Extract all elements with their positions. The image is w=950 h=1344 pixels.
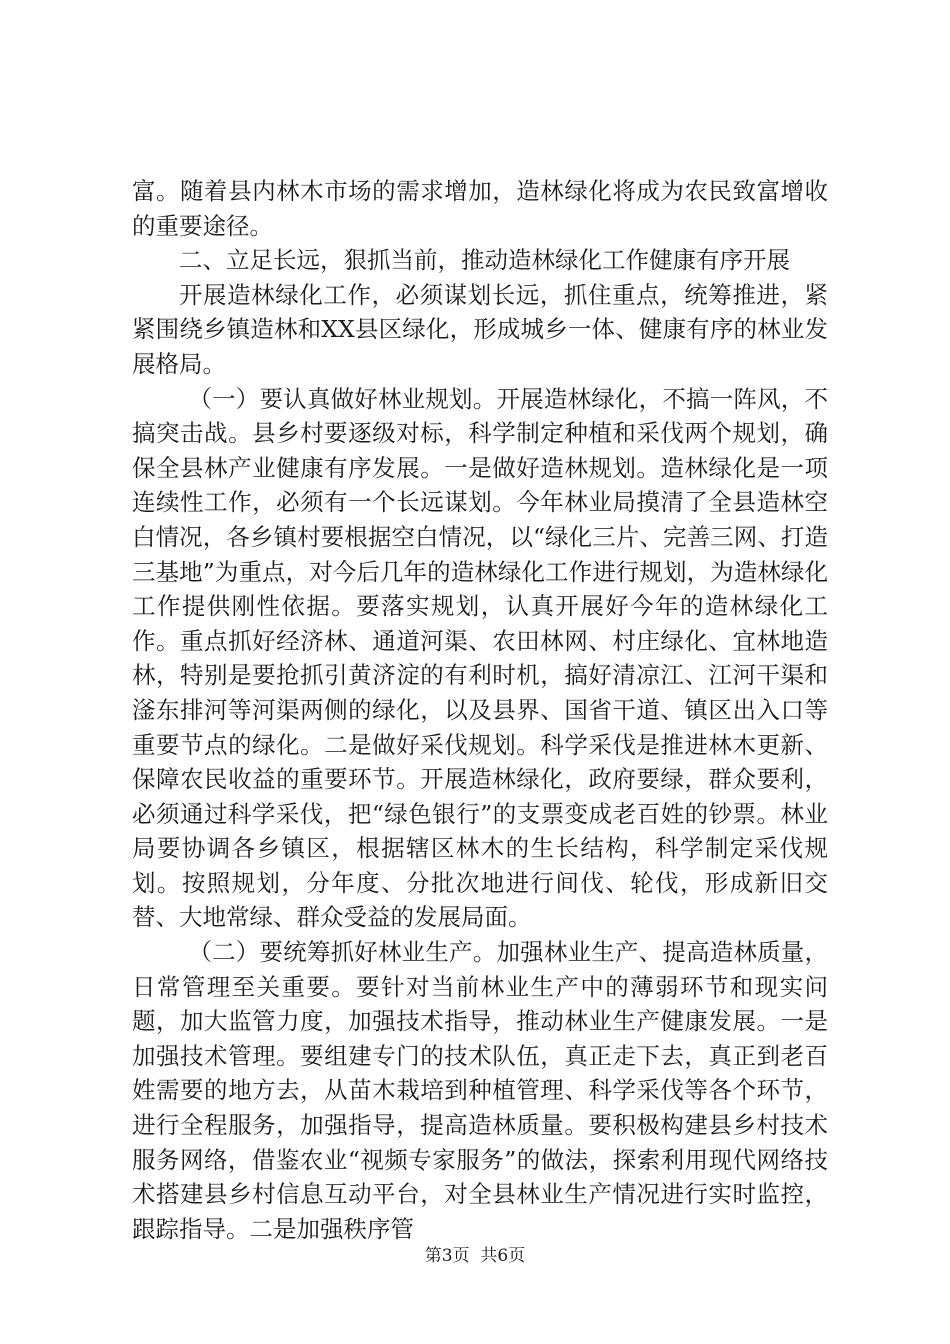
page-number: 第3页 共6页: [424, 1246, 526, 1266]
paragraph-continuation: 富。随着县内林木市场的需求增加，造林绿化将成为农民致富增收的重要途径。: [132, 177, 828, 240]
document-body: [132, 174, 828, 1246]
paragraph-production: （二）要统筹抓好林业生产。加强林业生产、提高造林质量，日常管理至关重要。要针对当前林业生产中的薄弱环节和现实问题，加大监管力度，加强技术指导，推动林业生产健康发展。一是加强技术管理。要组建专门的技术队伍，真正走下去，真正到老百姓需要的地方去，从苗木栽培到种植管理、科学采伐等各个环节，进行全程服务，加强指导，提高造林质量。要积极构建县乡村技术服务网络，借鉴农业“视频专家服务”的做法，探索利用现代网络技术搭建县乡村信息互动平台，对全县林业生产情况进行实时监控，跟踪指导。二是加强秩序管: [132, 938, 828, 1243]
page-footer: [0, 1245, 950, 1267]
section-heading: 二、立足长远，狠抓当前，推动造林绿化工作健康有序开展: [179, 246, 790, 275]
paragraph-planning: （一）要认真做好林业规划。开展造林绿化，不搞一阵风，不搞突击战。县乡村要逐级对标，科学制定种植和采伐两个规划，确保全县林产业健康有序发展。一是做好造林规划。造林绿化是一项连续性工作，必须有一个长远谋划。今年林业局摸清了全县造林空白情况，各乡镇村要根据空白情况，以“绿化三片、完善三网、打造三基地”为重点，对今后几年的造林绿化工作进行规划，为造林绿化工作提供刚性依据。要落实规划，认真开展好今年的造林绿化工作。重点抓好经济林、通道河渠、农田林网、村庄绿化、宜林地造林，特别是要抢抓引黄济淀的有利时机，搞好清凉江、江河干渠和滏东排河等河渠两侧的绿化，以及县界、国省干道、镇区出入口等重要节点的绿化。二是做好采伐规划。科学采伐是推进林木更新、保障农民收益的重要环节。开展造林绿化，政府要绿，群众要利，必须通过科学采伐，把“绿色银行”的支票变成老百姓的钞票。林业局要协调各乡镇区，根据辖区林木的生长结构，科学制定采伐规划。按照规划，分年度、分批次地进行间伐、轮伐，形成新旧交替、大地常绿、群众受益的发展局面。: [132, 384, 828, 932]
paragraph-intro: 开展造林绿化工作，必须谋划长远，抓住重点，统筹推进，紧紧围绕乡镇造林和XX县区绿化，形成城乡一体、健康有序的林业发展格局。: [132, 280, 828, 378]
